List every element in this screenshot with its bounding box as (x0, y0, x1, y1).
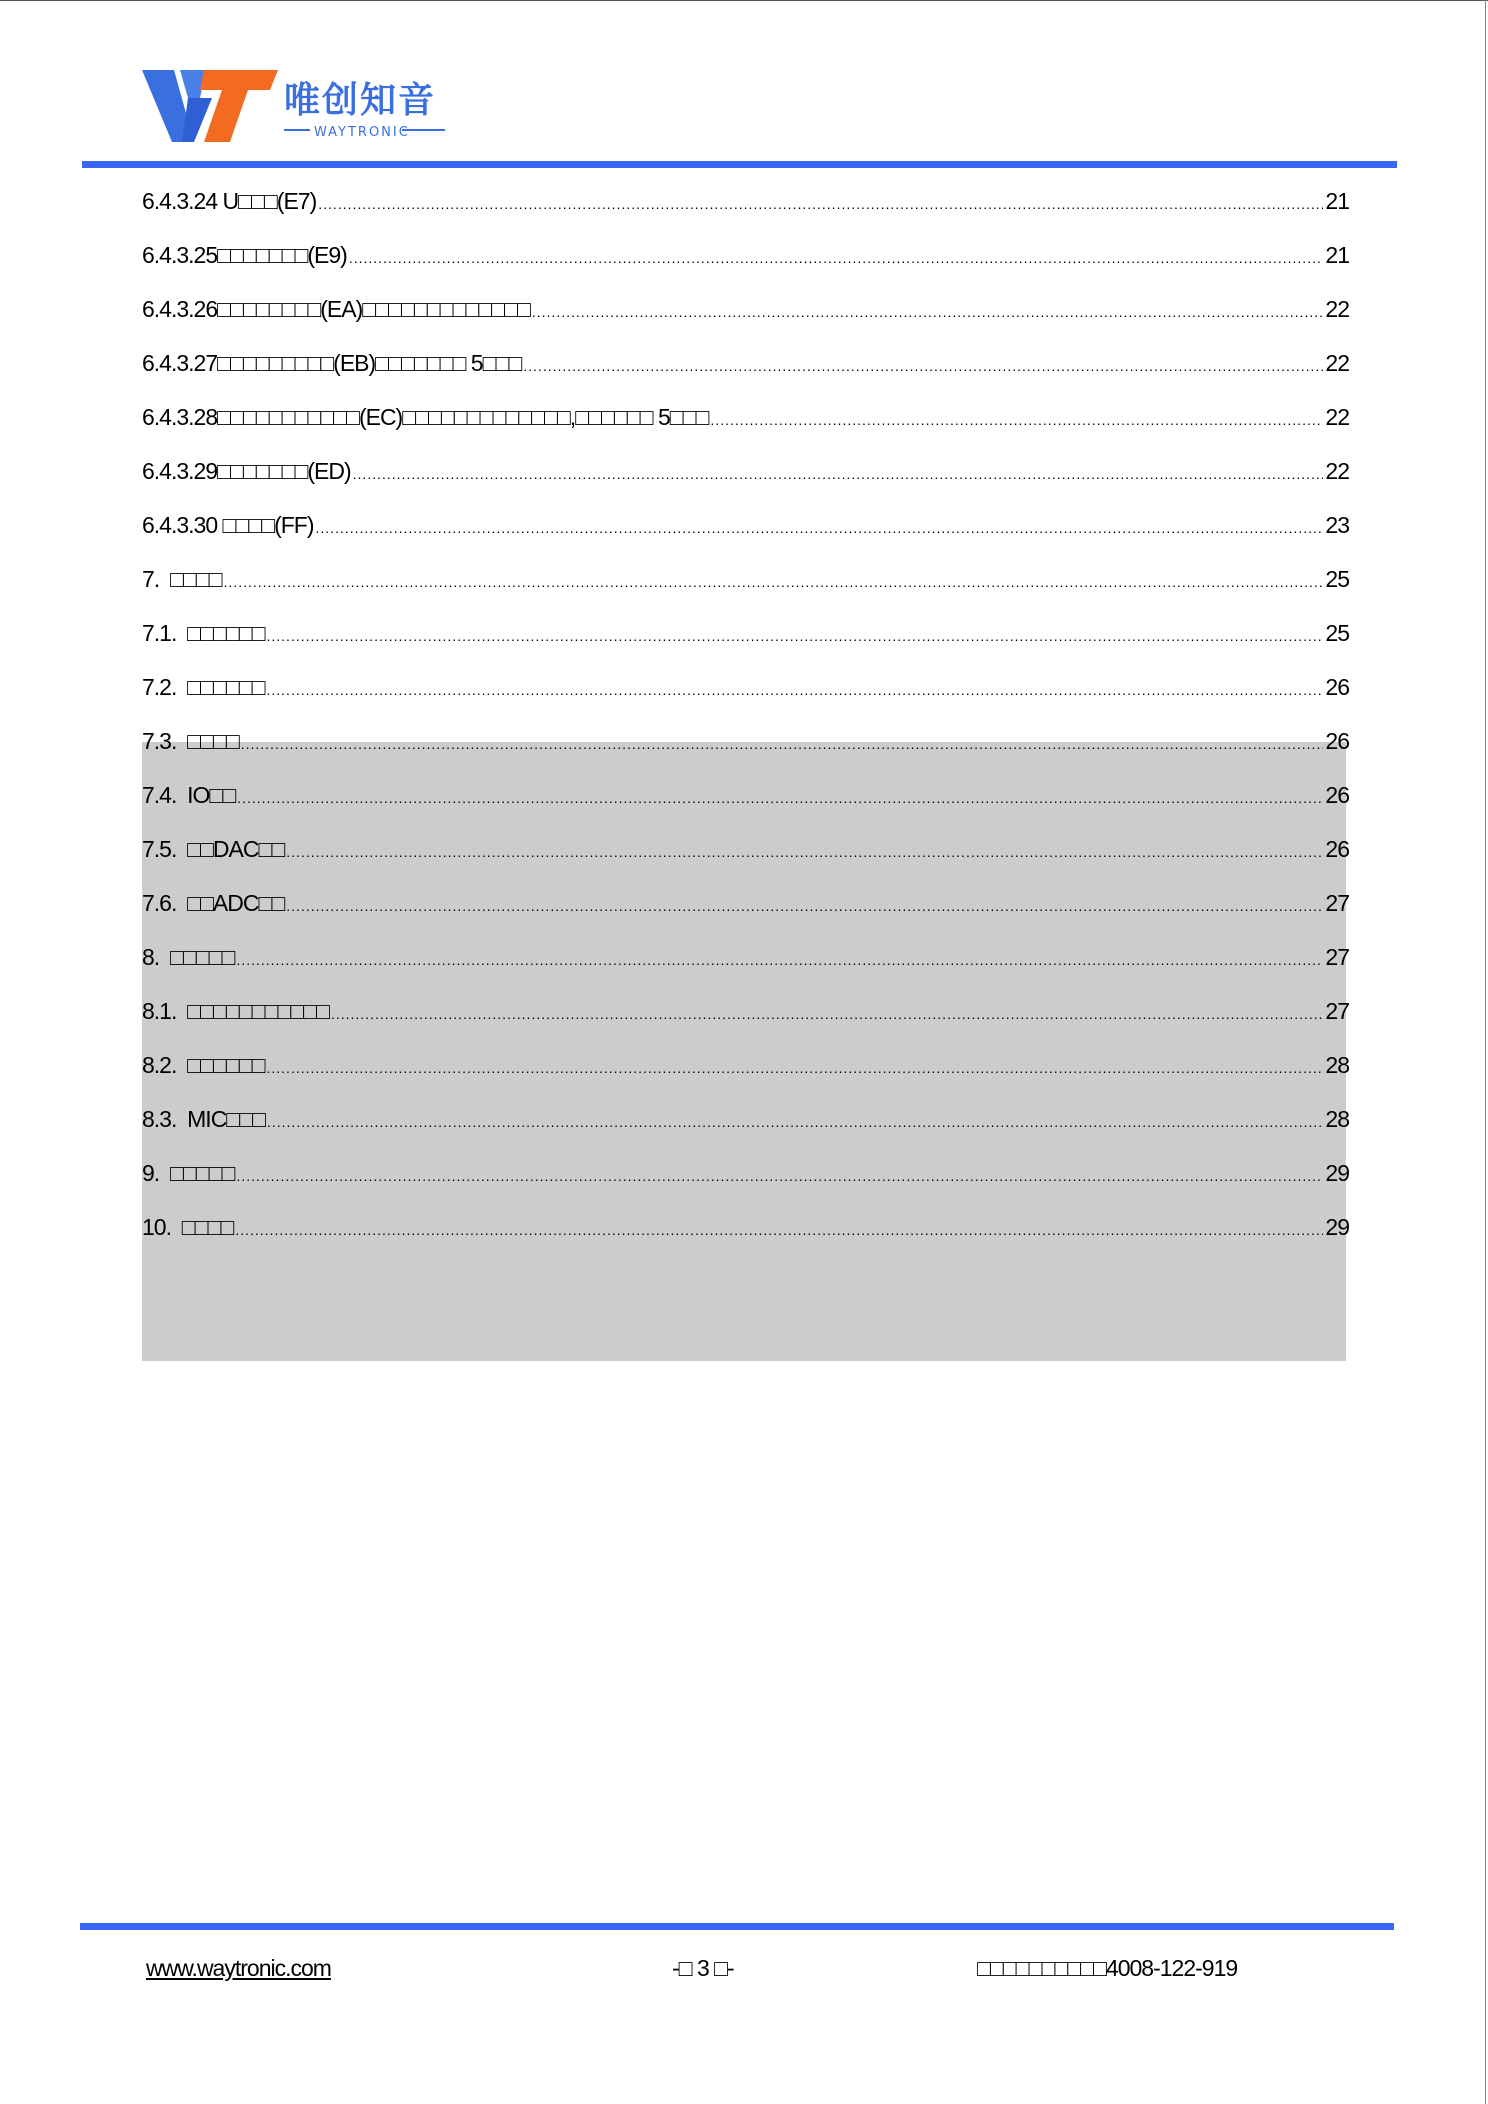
toc-entry[interactable] (142, 782, 1349, 836)
toc-entry-page: 26 (1325, 782, 1349, 808)
toc-leader-dots (236, 1168, 1323, 1184)
toc-entry[interactable] (142, 944, 1349, 998)
toc-entry[interactable] (142, 188, 1349, 242)
toc-entry-title: 7. □□□□ (142, 566, 222, 592)
toc-entry-page: 27 (1325, 998, 1349, 1024)
toc-entry-page: 22 (1325, 350, 1349, 376)
svg-text:WAYTRONIC: WAYTRONIC (314, 125, 410, 140)
toc-entry-title: 7.2. □□□□□□ (142, 674, 265, 700)
toc-leader-dots (286, 844, 1323, 860)
toc-entry-page: 26 (1325, 674, 1349, 700)
toc-entry[interactable] (142, 1052, 1349, 1106)
waytronic-logo (142, 68, 452, 148)
toc-entry-page: 28 (1325, 1052, 1349, 1078)
toc-entry-page: 26 (1325, 728, 1349, 754)
toc-entry-page: 22 (1325, 296, 1349, 322)
toc-leader-dots (353, 466, 1324, 482)
toc-leader-dots (235, 1222, 1323, 1238)
toc-entry[interactable] (142, 998, 1349, 1052)
toc-entry-title: 8.3. MIC□□□ (142, 1106, 265, 1132)
toc-entry-title: 7.6. □□ADC□□ (142, 890, 285, 916)
toc-leader-dots (224, 574, 1324, 590)
toc-entry[interactable] (142, 890, 1349, 944)
page-border-top (0, 0, 1488, 1)
toc-entry-title: 7.5. □□DAC□□ (142, 836, 285, 862)
toc-entry-page: 26 (1325, 836, 1349, 862)
toc-leader-dots (267, 682, 1324, 698)
toc-entry[interactable] (142, 458, 1349, 512)
toc-entry-page: 29 (1325, 1214, 1349, 1240)
toc-leader-dots (331, 1006, 1323, 1022)
toc-leader-dots (286, 898, 1323, 914)
toc-entry[interactable] (142, 1214, 1349, 1268)
page-number: -□ 3 □- (672, 1955, 734, 1981)
toc-entry-title: 6.4.3.26□□□□□□□□(EA)□□□□□□□□□□□□□ (142, 296, 530, 322)
toc-entry[interactable] (142, 1160, 1349, 1214)
toc-entry[interactable] (142, 836, 1349, 890)
toc-entry[interactable] (142, 404, 1349, 458)
toc-entry[interactable] (142, 296, 1349, 350)
toc-leader-dots (523, 358, 1323, 374)
toc-entry-title: 6.4.3.30 □□□□(FF) (142, 512, 314, 538)
toc-entry-page: 28 (1325, 1106, 1349, 1132)
toc-entry-title: 6.4.3.24 U□□□(E7) (142, 188, 317, 214)
website-link[interactable]: www.waytronic.com (146, 1955, 331, 1981)
toc-entry-page: 22 (1325, 404, 1349, 430)
toc-entry-title: 7.3. □□□□ (142, 728, 239, 754)
header-divider (82, 161, 1397, 168)
toc-entry-page: 21 (1325, 242, 1349, 268)
toc-entry[interactable] (142, 512, 1349, 566)
toc-entry-page: 23 (1325, 512, 1349, 538)
toc-entry-title: 8. □□□□□ (142, 944, 235, 970)
footer-divider (80, 1923, 1394, 1930)
logo-brand-cn: 唯创知音 (284, 80, 437, 121)
toc-leader-dots (236, 952, 1323, 968)
toc-entry-page: 22 (1325, 458, 1349, 484)
toc-entry-title: 6.4.3.28□□□□□□□□□□□(EC)□□□□□□□□□□□□□,□□□□□□ 5□□□ (142, 404, 709, 430)
toc-entry-title: 6.4.3.29□□□□□□□(ED) (142, 458, 351, 484)
toc-entry-title: 7.4. IO□□ (142, 782, 236, 808)
toc-leader-dots (267, 1060, 1324, 1076)
toc-leader-dots (349, 250, 1324, 266)
toc-leader-dots (267, 628, 1324, 644)
toc-entry-title: 9. □□□□□ (142, 1160, 235, 1186)
toc-entry-page: 25 (1325, 566, 1349, 592)
toc-entry-page: 29 (1325, 1160, 1349, 1186)
toc-entry[interactable] (142, 566, 1349, 620)
toc-entry[interactable] (142, 674, 1349, 728)
toc-entry[interactable] (142, 728, 1349, 782)
toc-leader-dots (532, 304, 1324, 320)
toc-entry[interactable] (142, 242, 1349, 296)
toc-entry-page: 27 (1325, 890, 1349, 916)
toc-entry-page: 25 (1325, 620, 1349, 646)
toc-entry-title: 8.1. □□□□□□□□□□□ (142, 998, 329, 1024)
toc-leader-dots (237, 790, 1323, 806)
toc-entry-title: 7.1. □□□□□□ (142, 620, 265, 646)
toc-leader-dots (241, 736, 1324, 752)
toc-entry-title: 8.2. □□□□□□ (142, 1052, 265, 1078)
toc-entry-page: 27 (1325, 944, 1349, 970)
toc-entry[interactable] (142, 350, 1349, 404)
toc-entry-title: 10. □□□□ (142, 1214, 234, 1240)
toc-leader-dots (318, 196, 1323, 212)
toc-leader-dots (316, 520, 1324, 536)
toc-entry-title: 6.4.3.27□□□□□□□□□(EB)□□□□□□□ 5□□□ (142, 350, 522, 376)
toc-entry-title: 6.4.3.25□□□□□□□(E9) (142, 242, 347, 268)
toc-leader-dots (267, 1114, 1323, 1130)
page-border-right (1485, 0, 1486, 2104)
table-of-contents (142, 188, 1349, 1268)
toc-leader-dots (710, 412, 1323, 428)
toc-entry-page: 21 (1325, 188, 1349, 214)
hotline: □□□□□□□□□□4008-122-919 (977, 1955, 1238, 1981)
toc-entry[interactable] (142, 620, 1349, 674)
toc-entry[interactable] (142, 1106, 1349, 1160)
